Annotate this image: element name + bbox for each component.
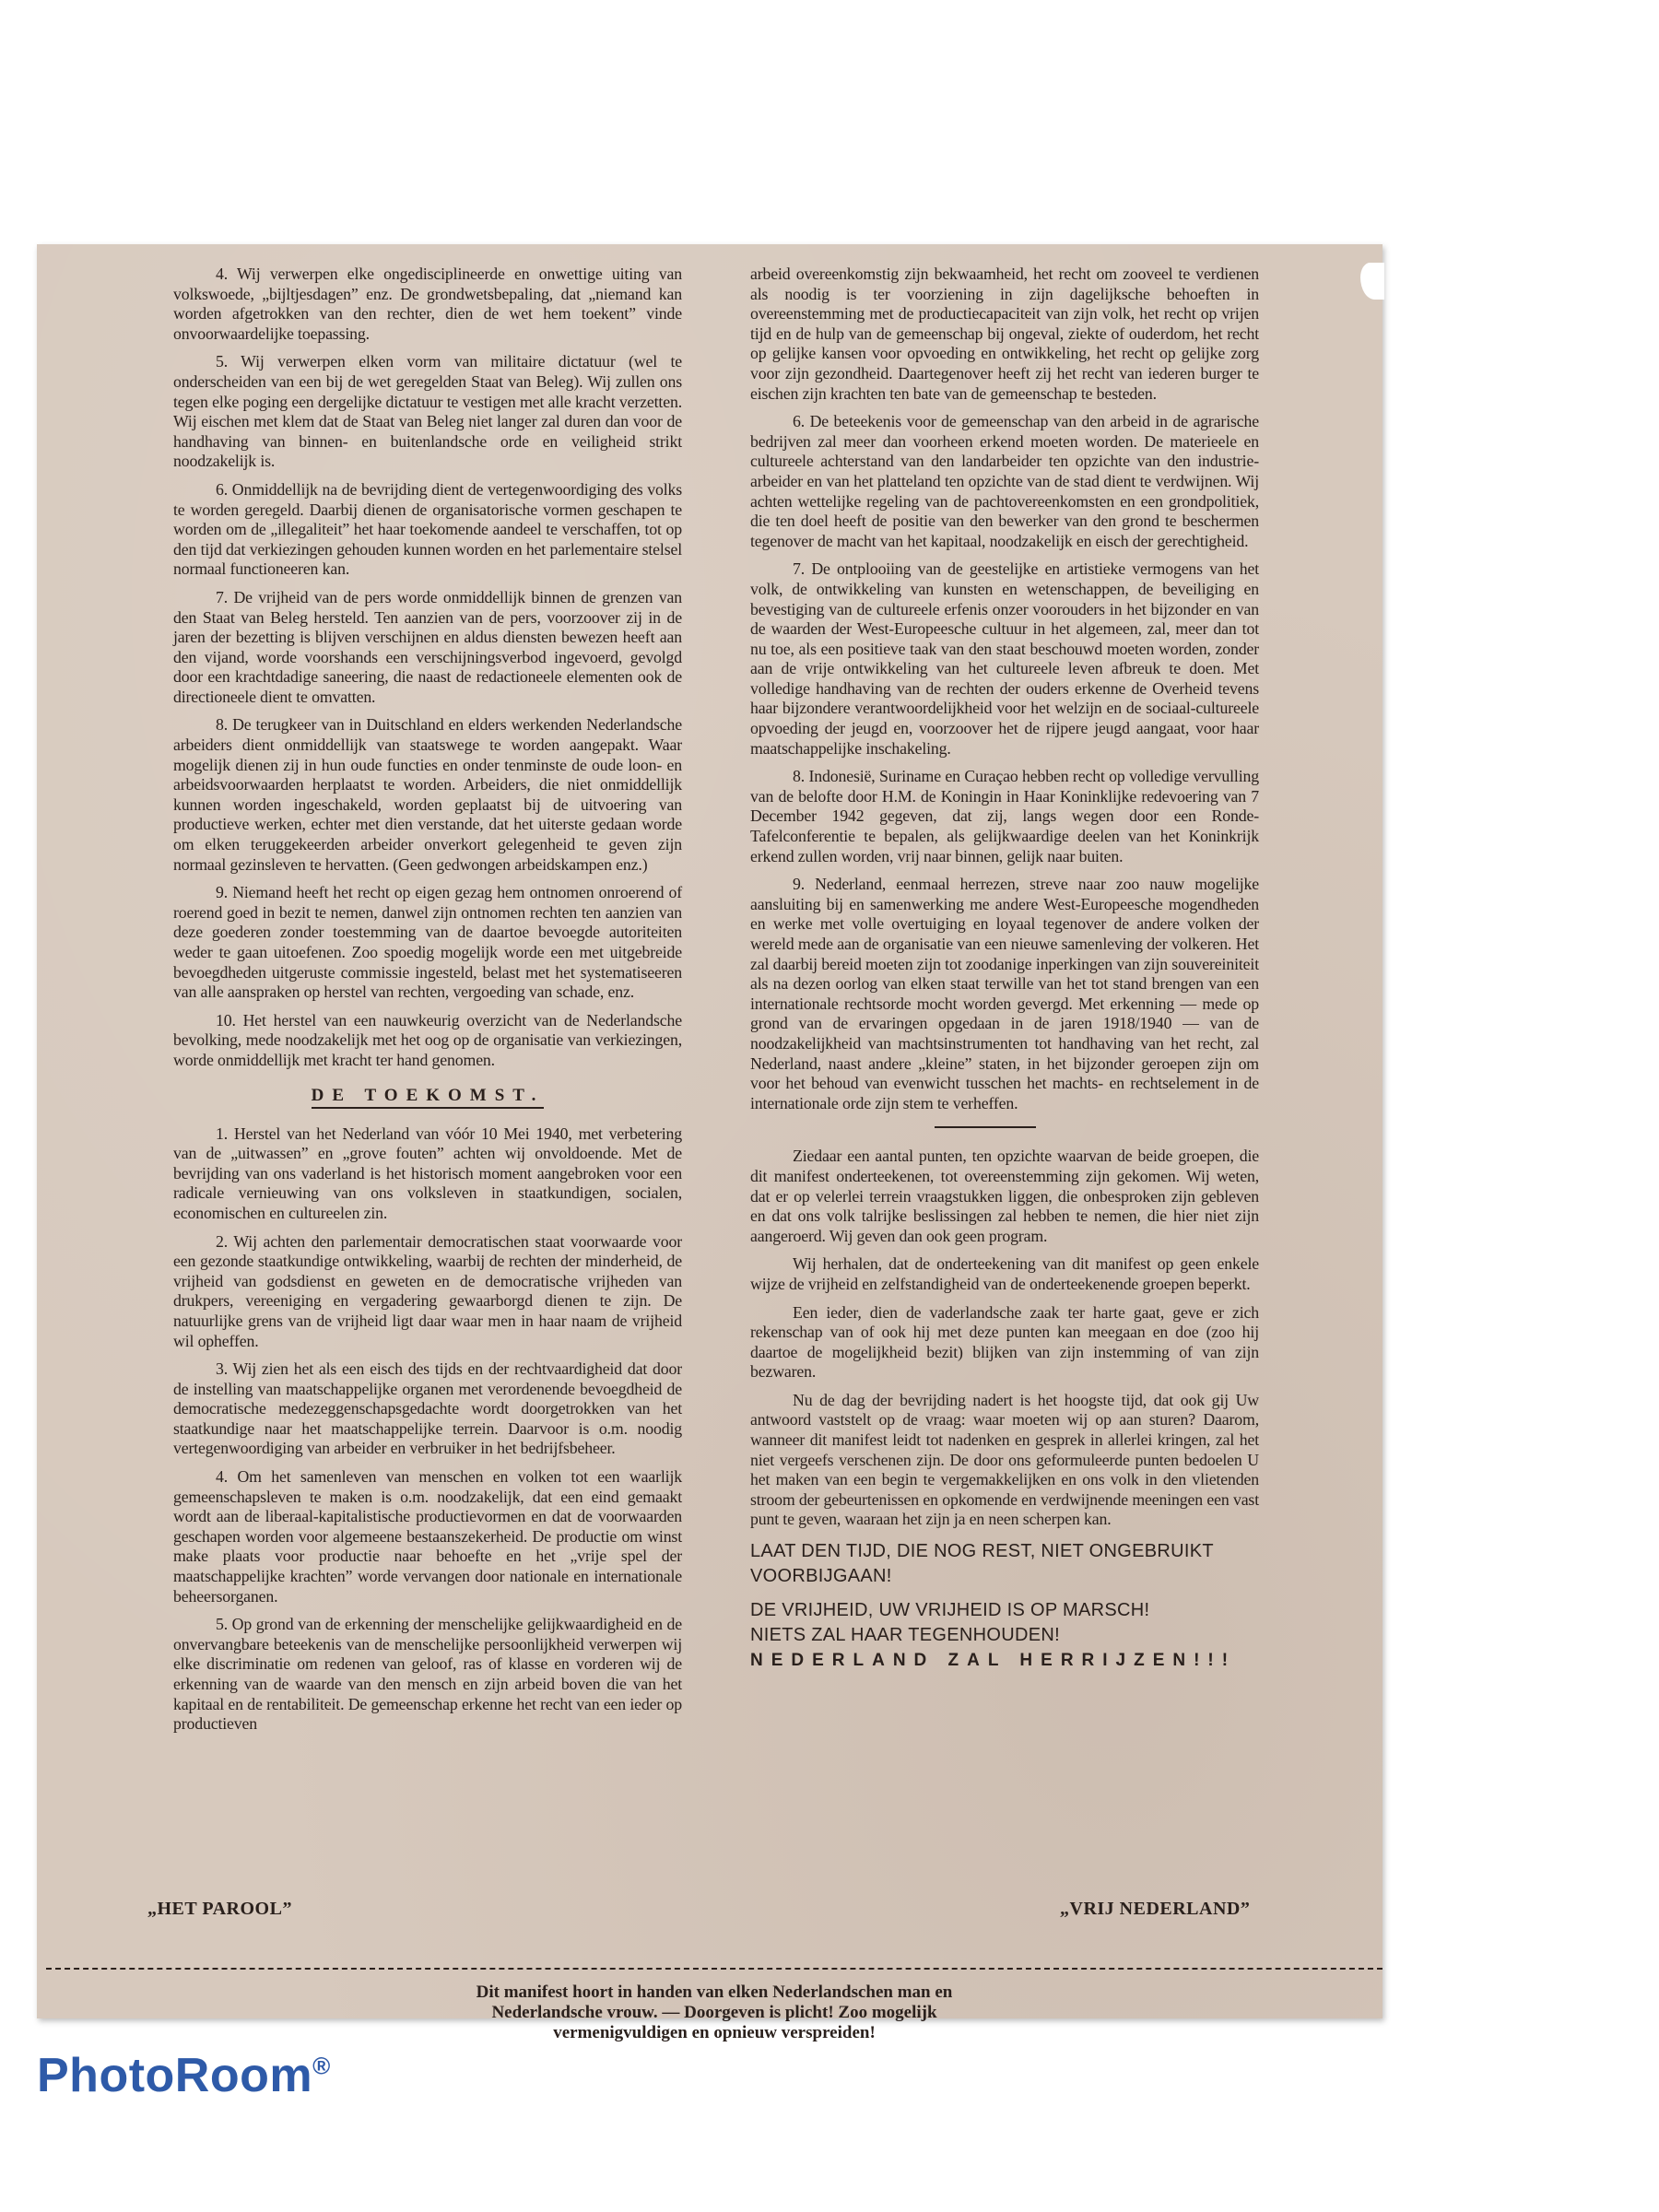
paragraph: 6. Onmiddellijk na de bevrijding dient de vertegenwoordiging des volks te worden geregeld. Daarbij dienen de organisatorische vormen geschapen te worden om de „illegaliteit” het haar toekomende aandeel te verschaffen, tot op den tijd dat verkiezingen gehouden kunnen worden en het parlementaire stelsel normaal functioneeren kan. [173,479,682,579]
paragraph: 9. Nederland, eenmaal herrezen, streve naar zoo nauw mogelijke aansluiting bij en samenwerking me andere West-Europeesche mogendheden en werke met volle overtuiging en loyaal tegenover de andere volken der wereld mede aan de organisatie van een nieuwe samenleving der volkeren. Het zal daarbij bereid moeten zijn tot zoodanige inperkingen van zijn souvereiniteit als na dezen oorlog van elken staat terwille van het tot stand brengen van een internationale rechtsorde mocht worden gevergd. Met erkenning — mede op grond van de ervaringen opgedaan in de jaren 1918/1940 — van de noodzakelijkheid van machtsinstrumenten tot handhaving van het recht, zal Nederland, naast andere „kleine” staten, in het bijzonder geroepen zijn om voor het behoud van evenwicht tusschen het machts- en rechtselement in de internationale orde zijn stem te verheffen. [750,875,1259,1112]
call-line: LAAT DEN TIJD, DIE NOG REST, NIET ONGEBRUIKT VOORBIJGAAN! [750,1541,1214,1587]
paragraph: arbeid overeenkomstig zijn bekwaamheid, het recht om zooveel te verdienen als noodig is ter voorziening in zijn dagelijksche behoeften in overeenstemming met de productiecapaciteit van zijn volk, het recht op vrijen tijd en de hulp van de gemeenschap bij ongeval, ziekte of ouderdom, het recht op gelijke kansen voor opvoeding en ontwikkeling, het recht op gelijke zorg voor zijn gezondheid. Daartegenover heeft zij het recht van iederen burger te eischen zijn krachten ten bate van de gemeenschap te besteden. [750,265,1259,403]
call-line: NEDERLAND ZAL HERRIJZEN!!! [750,1651,1237,1671]
paragraph: Ziedaar een aantal punten, ten opzichte waarvan de beide groepen, die dit manifest onderteekenen, tot overeenstemming zijn gekomen. Wij weten, dat er op velerlei terrein vraagstukken liggen, die onbesproken zijn gebleven en dat ons volk talrijke beslissingen zal hebben te nemen, die hier niet zijn aangeroerd. Wij geven dan ook geen program. [750,1147,1259,1245]
section-title: DE TOEKOMST. [173,1086,682,1106]
paragraph: Nu de dag der bevrijding nadert is het hoogste tijd, dat ook gij Uw antwoord vaststelt op de vraag: waar moeten wij op aan sturen? Daarom, wanneer dit manifest leidt tot nadenken en gesprek in allerlei kringen, zal het niet vergeefs verschenen zijn. De door ons geformuleerde punten bedoelen U het maken van een begin te vergemakkelijken en ons volk in den vlietenden stroom der gebeurtenissen en opkomende en verdwijnende meeningen een vast punt te geven, waaraan het zijn ja en neen scherpen kan. [750,1390,1259,1529]
call-line: DE VRIJHEID, UW VRIJHEID IS OP MARSCH! [750,1600,1150,1621]
paragraph: Een ieder, dien de vaderlandsche zaak ter harte gaat, geve er zich rekenschap van of ook hij met deze punten kan meegaan en doe (zoo hij daartoe de mogelijkheid bezit) blijken van zijn instemming of van zijn bezwaren. [750,1302,1259,1382]
paragraph: 7. De ontplooiing van de geestelijke en artistieke vermogens van het volk, de ontwikkeling van kunsten en wetenschappen, de beveiliging en bevestiging van de cultureele erfenis onzer voorouders in het bijzonder en van de waarden der West-Europeesche cultuur in het algemeen, zal, meer dan tot nu toe, als een positieve taak van den staat beschouwd moeten worden, zonder aan de vrije ontwikkeling van het cultureele leven afbreuk te doen. Met volledige handhaving van de rechten der ouders erkenne de Overheid tevens haar bijzondere verantwoordelijkheid voor het welzijn en de sociaal-cultureele opvoeding der jeugd en, voorzoover het de rijpere jeugd aangaat, voor haar maatschappelijke inschakeling. [750,559,1259,758]
paragraph: 3. Wij zien het als een eisch des tijds en der rechtvaardigheid dat door de instelling van maatschappelijke organen met verordenende bevoegdheid de democratische medezeggenschapsgedachte wordt doorgetrokken van het staatkundige naar het maatschappelijke terrein. Daarvoor is o.m. noodig vertegenwoordiging van arbeider en verbruiker in het bedrijfsbeheer. [173,1359,682,1458]
paragraph: 1. Herstel van het Nederland van vóór 10 Mei 1940, met verbetering van de „uitwassen” en „grove fouten” achten wij onvoldoende. Met de bevrijding van ons vaderland is het historisch moment aangebroken voor een radicale vernieuwing van ons volksleven in staatkundigen, socialen, economischen en cultureelen zin. [173,1124,682,1222]
call-to-action [750,1598,1259,1673]
paragraph: Wij herhalen, dat de onderteekening van dit manifest op geen enkele wijze de vrijheid en zelfstandigheid van de onderteekenende groepen beperkt. [750,1254,1259,1293]
signature-het-parool: „HET PAROOL” [147,1899,292,1919]
signature-vrij-nederland: „VRIJ NEDERLAND” [1060,1899,1251,1919]
paragraph: 4. Wij verwerpen elke ongedisciplineerde en onwettige uiting van volkswoede, „bijltjesdagen” enz. De grondwetsbepaling, dat „niemand kan worden afgetrokken van den rechter, dien de wet hem toekent” vinde onvoorwaardelijke toepassing. [173,265,682,343]
right-column [750,265,1259,1682]
paragraph: 9. Niemand heeft het recht op eigen gezag hem ontnomen onroerend of roerend goed in bezit te nemen, danwel zijn ontnomen rechten ten aanzien van deze goederen zonder toestemming van de daartoe bevoegde autoriteiten weder te gaan uitoefenen. Zoo spoedig mogelijk worde een met uitgebreide bevoegdheden uitgeruste commissie ingesteld, belast met het systematiseeren van alle aanspraken op herstel van rechten, vergoeding van schade, enz. [173,883,682,1002]
paragraph: 8. Indonesië, Suriname en Curaçao hebben recht op volledige vervulling van de belofte door H.M. de Koningin in Haar Koninklijke redevoering van 7 December 1942 gegeven, dat zij, langs wegen door een Ronde-Tafelconferentie te bepalen, als gelijkwaardige deelen van het Koninkrijk erkend zullen worden, vrij naar binnen, gelijk naar buiten. [750,767,1259,865]
torn-corner [1360,263,1384,300]
call-to-action [750,1539,1259,1589]
call-line: NIETS ZAL HAAR TEGENHOUDEN! [750,1625,1060,1646]
paragraph: 7. De vrijheid van de pers worde onmiddellijk binnen de grenzen van den Staat van Beleg hersteld. Ten aanzien van de pers, voorzoover zij in de jaren der bezetting is blijven verschijnen en aldus diensten bewezen heeft aan den vijand, worde voorshands een verschijningsverbod ingevoerd, gevolgd door een krachtdadige saneering, die naast de redactioneele elementen ook de directioneele dient te omvatten. [173,587,682,706]
paragraph: 10. Het herstel van een nauwkeurig overzicht van de Nederlandsche bevolking, mede noodzakelijk met het oog op de organisatie van verkiezingen, worde onmiddellijk met kracht ter hand genomen. [173,1010,682,1069]
footer-line: Nederlandsche vrouw. — Doorgeven is plicht! Zoo mogelijk [491,2003,937,2022]
footer-line: Dit manifest hoort in handen van elken Nederlandschen man en [476,1983,953,2002]
paragraph: 2. Wij achten den parlementair democratischen staat voorwaarde voor een gezonde staatkundige ontwikkeling, waarbij de rechten der minderheid, de vrijheid van godsdienst en geweten en de democratische vrijheden van drukpers, vereeniging en vergadering gewaarborgd dienen te zijn. De natuurlijke grens van de vrijheid ligt daar waar men in haar naam de vrijheid wil opheffen. [173,1231,682,1350]
divider [46,1968,1382,1970]
paragraph: 8. De terugkeer van in Duitschland en elders werkenden Nederlandsche arbeiders dient onmiddellijk van staatswege te worden aangepakt. Waar mogelijk dienen zij in hun oude functies en onder tenminste de oude loon- en arbeidsvoorwaarden herplaatst te worden. Arbeiders, die niet onmiddellijk kunnen worden ingeschakeld, worden geplaatst bij de uitvoering van productieve werken, echter met dien verstande, dat het uiterste gedaan worde om elken teruggekeerden arbeider onverkort gelegenheid te geven zijn normaal gezinsleven te hervatten. (Geen gedwongen arbeidskampen enz.) [173,715,682,874]
paragraph: 4. Om het samenleven van menschen en volken tot een waarlijk gemeenschapsleven te maken is o.m. noodzakelijk, dat een eind gemaakt wordt aan de liberaal-kapitalistische productievormen en dat de voorwaarden geschapen worden voor algemeene bestaanszekerheid. De productie om winst make plaats voor productie naar behoefte en het „vrije spel der maatschappelijke krachten” worde vervangen door nationale en internationale beheersorganen. [173,1467,682,1606]
photoroom-logo: PhotoRoom® [37,2049,331,2102]
left-column [173,265,682,1743]
paragraph: 5. Wij verwerpen elken vorm van militaire dictatuur (wel te onderscheiden van een bij de wet geregelden Staat van Beleg). Wij zullen ons tegen elke poging een dergelijke dictatuur te vestigen met alle kracht verzetten. Wij eischen met klem dat de Staat van Beleg niet langer zal duren dan voor de handhaving van binnen- en buitenlandsche orde en veiligheid strikt noodzakelijk is. [173,352,682,471]
manifest-sheet [37,244,1382,2042]
footer-note [424,1983,1005,2043]
footer-line: vermenigvuldigen en opnieuw verspreiden! [553,2023,876,2042]
divider [935,1126,1036,1128]
paragraph: 5. Op grond van de erkenning der menschelijke gelijkwaardigheid en de onvervangbare beteekenis van de menschelijke persoonlijkheid verwerpen wij elke discriminatie om redenen van geloof, ras of klasse en vorderen wij de erkenning van de waarde van den mensch en zijn arbeid boven die van het kapitaal en de rentabiliteit. De gemeenschap erkenne het recht van een ieder op productieven [173,1615,682,1734]
paragraph: 6. De beteekenis voor de gemeenschap van den arbeid in de agrarische bedrijven zal meer dan voorheen erkend moeten worden. De materieele en cultureele achterstand van den landarbeider ten opzichte van den industrie-arbeider en van het platteland ten opzichte van de stad dient te verdwijnen. Wij achten wettelijke regeling van de pachtovereenkomsten en een grondpolitiek, die ten doel heeft de positie van den bewerker van den grond te beschermen tegenover de macht van het kapitaal, noodzakelijk en eisch der gerechtigheid. [750,412,1259,550]
